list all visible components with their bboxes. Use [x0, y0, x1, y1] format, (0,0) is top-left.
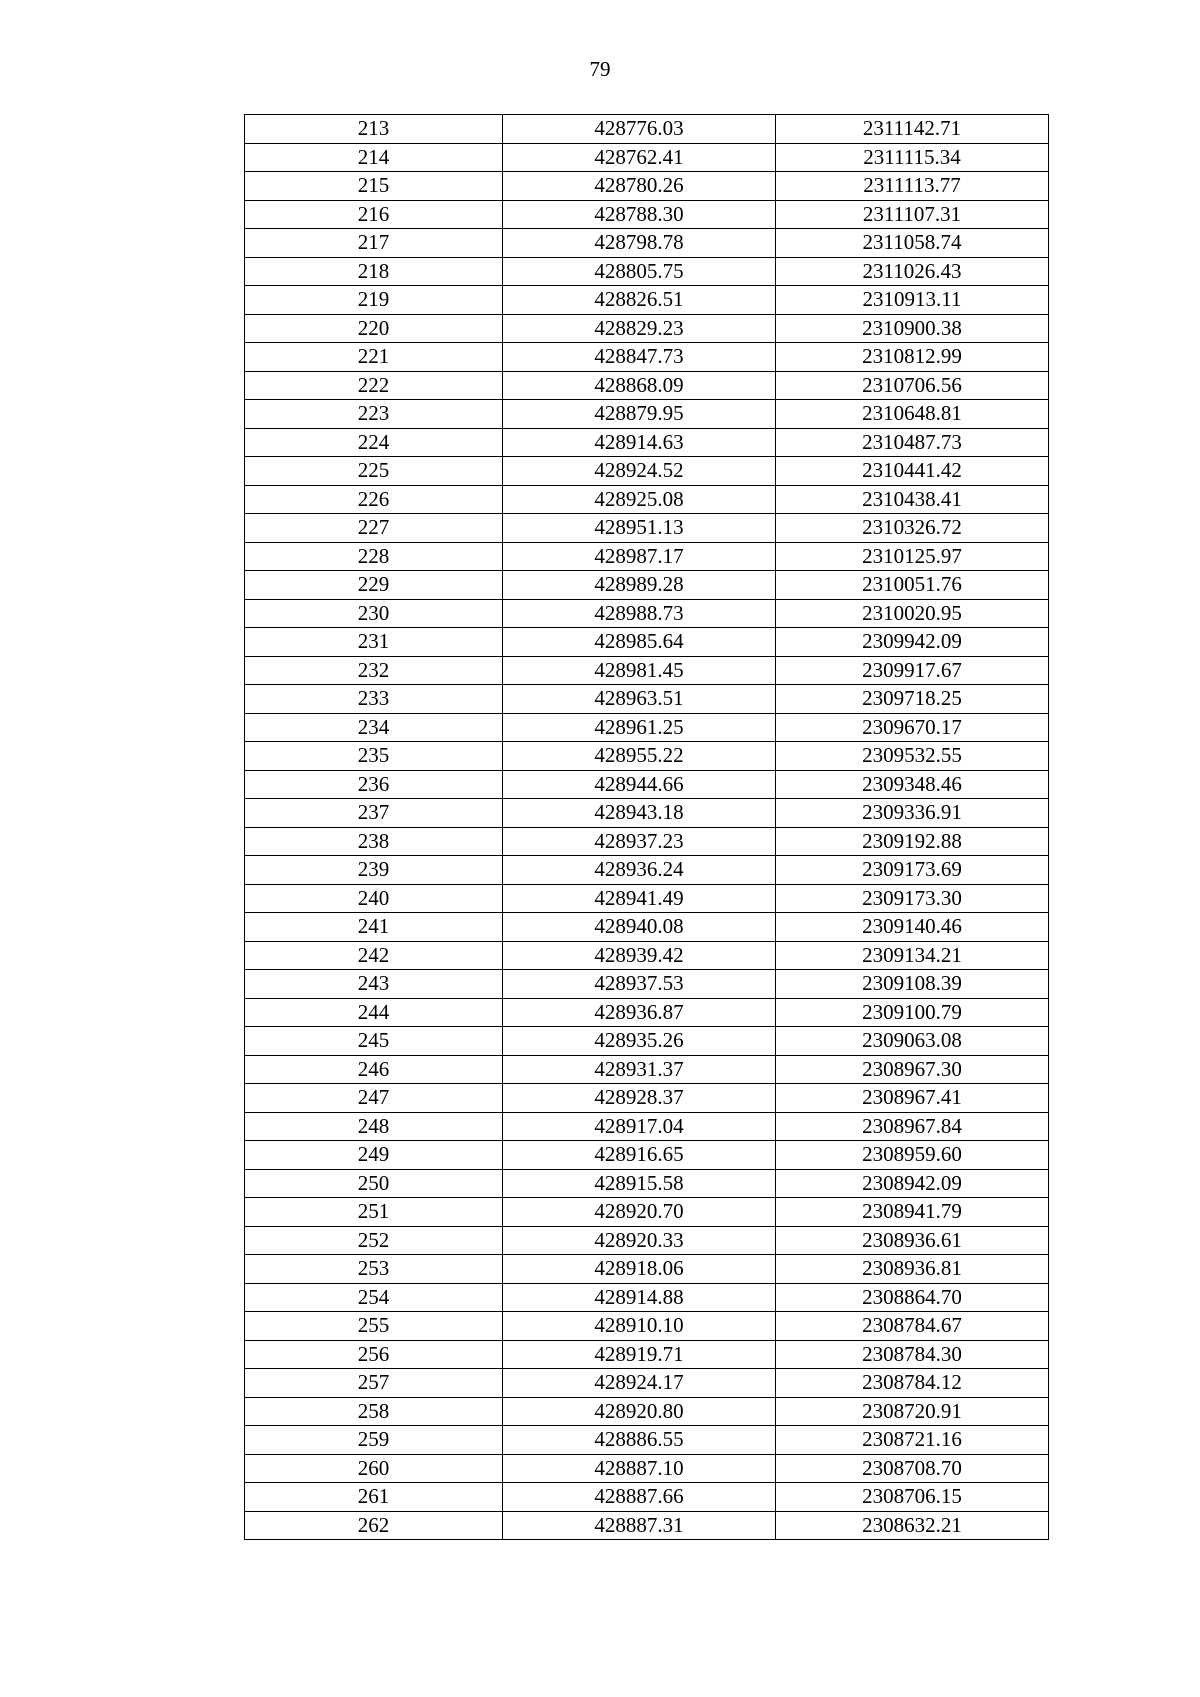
point-number-cell: 222 — [245, 371, 503, 400]
point-number-cell: 241 — [245, 913, 503, 942]
x-coordinate-cell: 428826.51 — [503, 286, 776, 315]
table-row — [245, 1169, 1049, 1198]
x-coordinate-cell: 428910.10 — [503, 1312, 776, 1341]
table-row — [245, 628, 1049, 657]
x-coordinate-cell: 428915.58 — [503, 1169, 776, 1198]
point-number-cell: 235 — [245, 742, 503, 771]
y-coordinate-cell: 2308720.91 — [776, 1397, 1049, 1426]
x-coordinate-cell: 428955.22 — [503, 742, 776, 771]
y-coordinate-cell: 2310900.38 — [776, 314, 1049, 343]
table-row — [245, 115, 1049, 144]
table-row — [245, 1027, 1049, 1056]
point-number-cell: 250 — [245, 1169, 503, 1198]
table-row — [245, 428, 1049, 457]
point-number-cell: 223 — [245, 400, 503, 429]
point-number-cell: 238 — [245, 827, 503, 856]
table-row — [245, 1340, 1049, 1369]
x-coordinate-cell: 428879.95 — [503, 400, 776, 429]
x-coordinate-cell: 428868.09 — [503, 371, 776, 400]
point-number-cell: 228 — [245, 542, 503, 571]
y-coordinate-cell: 2308721.16 — [776, 1426, 1049, 1455]
point-number-cell: 234 — [245, 713, 503, 742]
table-row — [245, 542, 1049, 571]
x-coordinate-cell: 428917.04 — [503, 1112, 776, 1141]
x-coordinate-cell: 428961.25 — [503, 713, 776, 742]
table-row — [245, 1198, 1049, 1227]
point-number-cell: 230 — [245, 599, 503, 628]
y-coordinate-cell: 2309063.08 — [776, 1027, 1049, 1056]
y-coordinate-cell: 2310812.99 — [776, 343, 1049, 372]
table-row — [245, 827, 1049, 856]
point-number-cell: 231 — [245, 628, 503, 657]
point-number-cell: 254 — [245, 1283, 503, 1312]
table-row — [245, 1511, 1049, 1540]
x-coordinate-cell: 428989.28 — [503, 571, 776, 600]
x-coordinate-cell: 428936.24 — [503, 856, 776, 885]
y-coordinate-cell: 2311142.71 — [776, 115, 1049, 144]
x-coordinate-cell: 428988.73 — [503, 599, 776, 628]
y-coordinate-cell: 2309532.55 — [776, 742, 1049, 771]
point-number-cell: 251 — [245, 1198, 503, 1227]
table-row — [245, 257, 1049, 286]
y-coordinate-cell: 2310706.56 — [776, 371, 1049, 400]
table-row — [245, 1084, 1049, 1113]
table-row — [245, 685, 1049, 714]
point-number-cell: 218 — [245, 257, 503, 286]
table-row — [245, 799, 1049, 828]
table-row — [245, 941, 1049, 970]
point-number-cell: 236 — [245, 770, 503, 799]
table-row — [245, 599, 1049, 628]
table-row — [245, 200, 1049, 229]
x-coordinate-cell: 428939.42 — [503, 941, 776, 970]
point-number-cell: 233 — [245, 685, 503, 714]
y-coordinate-cell: 2308942.09 — [776, 1169, 1049, 1198]
x-coordinate-cell: 428924.17 — [503, 1369, 776, 1398]
point-number-cell: 258 — [245, 1397, 503, 1426]
table-row — [245, 1397, 1049, 1426]
y-coordinate-cell: 2308784.12 — [776, 1369, 1049, 1398]
point-number-cell: 227 — [245, 514, 503, 543]
point-number-cell: 229 — [245, 571, 503, 600]
table-row — [245, 400, 1049, 429]
y-coordinate-cell: 2308864.70 — [776, 1283, 1049, 1312]
point-number-cell: 237 — [245, 799, 503, 828]
x-coordinate-cell: 428931.37 — [503, 1055, 776, 1084]
x-coordinate-cell: 428920.80 — [503, 1397, 776, 1426]
y-coordinate-cell: 2311026.43 — [776, 257, 1049, 286]
point-number-cell: 226 — [245, 485, 503, 514]
y-coordinate-cell: 2311058.74 — [776, 229, 1049, 258]
x-coordinate-cell: 428798.78 — [503, 229, 776, 258]
point-number-cell: 255 — [245, 1312, 503, 1341]
table-row — [245, 457, 1049, 486]
x-coordinate-cell: 428940.08 — [503, 913, 776, 942]
y-coordinate-cell: 2309670.17 — [776, 713, 1049, 742]
x-coordinate-cell: 428887.31 — [503, 1511, 776, 1540]
y-coordinate-cell: 2310020.95 — [776, 599, 1049, 628]
table-row — [245, 713, 1049, 742]
table-row — [245, 343, 1049, 372]
x-coordinate-cell: 428944.66 — [503, 770, 776, 799]
y-coordinate-cell: 2308959.60 — [776, 1141, 1049, 1170]
x-coordinate-cell: 428920.33 — [503, 1226, 776, 1255]
point-number-cell: 242 — [245, 941, 503, 970]
point-number-cell: 252 — [245, 1226, 503, 1255]
x-coordinate-cell: 428941.49 — [503, 884, 776, 913]
point-number-cell: 249 — [245, 1141, 503, 1170]
table-row — [245, 856, 1049, 885]
x-coordinate-cell: 428935.26 — [503, 1027, 776, 1056]
point-number-cell: 244 — [245, 998, 503, 1027]
point-number-cell: 239 — [245, 856, 503, 885]
y-coordinate-cell: 2309336.91 — [776, 799, 1049, 828]
x-coordinate-cell: 428847.73 — [503, 343, 776, 372]
y-coordinate-cell: 2310441.42 — [776, 457, 1049, 486]
x-coordinate-cell: 428943.18 — [503, 799, 776, 828]
table-row — [245, 371, 1049, 400]
table-row — [245, 1312, 1049, 1341]
point-number-cell: 216 — [245, 200, 503, 229]
x-coordinate-cell: 428805.75 — [503, 257, 776, 286]
y-coordinate-cell: 2308936.61 — [776, 1226, 1049, 1255]
x-coordinate-cell: 428780.26 — [503, 172, 776, 201]
page-number: 79 — [589, 57, 611, 81]
point-number-cell: 243 — [245, 970, 503, 999]
y-coordinate-cell: 2311115.34 — [776, 143, 1049, 172]
y-coordinate-cell: 2308967.41 — [776, 1084, 1049, 1113]
x-coordinate-cell: 428886.55 — [503, 1426, 776, 1455]
x-coordinate-cell: 428914.63 — [503, 428, 776, 457]
x-coordinate-cell: 428920.70 — [503, 1198, 776, 1227]
y-coordinate-cell: 2308784.30 — [776, 1340, 1049, 1369]
y-coordinate-cell: 2310125.97 — [776, 542, 1049, 571]
y-coordinate-cell: 2309134.21 — [776, 941, 1049, 970]
y-coordinate-cell: 2308632.21 — [776, 1511, 1049, 1540]
table-row — [245, 1369, 1049, 1398]
table-row — [245, 229, 1049, 258]
x-coordinate-cell: 428788.30 — [503, 200, 776, 229]
point-number-cell: 248 — [245, 1112, 503, 1141]
y-coordinate-cell: 2308784.67 — [776, 1312, 1049, 1341]
x-coordinate-cell: 428925.08 — [503, 485, 776, 514]
table-row — [245, 1055, 1049, 1084]
x-coordinate-cell: 428919.71 — [503, 1340, 776, 1369]
y-coordinate-cell: 2309100.79 — [776, 998, 1049, 1027]
table-row — [245, 485, 1049, 514]
point-number-cell: 256 — [245, 1340, 503, 1369]
y-coordinate-cell: 2308967.30 — [776, 1055, 1049, 1084]
point-number-cell: 215 — [245, 172, 503, 201]
x-coordinate-cell: 428776.03 — [503, 115, 776, 144]
table-row — [245, 143, 1049, 172]
y-coordinate-cell: 2308967.84 — [776, 1112, 1049, 1141]
y-coordinate-cell: 2308936.81 — [776, 1255, 1049, 1284]
y-coordinate-cell: 2310913.11 — [776, 286, 1049, 315]
y-coordinate-cell: 2308706.15 — [776, 1483, 1049, 1512]
y-coordinate-cell: 2310648.81 — [776, 400, 1049, 429]
y-coordinate-cell: 2309942.09 — [776, 628, 1049, 657]
point-number-cell: 225 — [245, 457, 503, 486]
table-row — [245, 1483, 1049, 1512]
x-coordinate-cell: 428916.65 — [503, 1141, 776, 1170]
x-coordinate-cell: 428918.06 — [503, 1255, 776, 1284]
point-number-cell: 232 — [245, 656, 503, 685]
y-coordinate-cell: 2309140.46 — [776, 913, 1049, 942]
point-number-cell: 219 — [245, 286, 503, 315]
y-coordinate-cell: 2309173.30 — [776, 884, 1049, 913]
x-coordinate-cell: 428924.52 — [503, 457, 776, 486]
x-coordinate-cell: 428829.23 — [503, 314, 776, 343]
y-coordinate-cell: 2309192.88 — [776, 827, 1049, 856]
point-number-cell: 253 — [245, 1255, 503, 1284]
x-coordinate-cell: 428951.13 — [503, 514, 776, 543]
y-coordinate-cell: 2310051.76 — [776, 571, 1049, 600]
table-body — [245, 115, 1049, 1540]
table-row — [245, 1112, 1049, 1141]
x-coordinate-cell: 428987.17 — [503, 542, 776, 571]
y-coordinate-cell: 2308708.70 — [776, 1454, 1049, 1483]
x-coordinate-cell: 428963.51 — [503, 685, 776, 714]
table-row — [245, 172, 1049, 201]
x-coordinate-cell: 428985.64 — [503, 628, 776, 657]
point-number-cell: 221 — [245, 343, 503, 372]
table-row — [245, 970, 1049, 999]
point-number-cell: 262 — [245, 1511, 503, 1540]
y-coordinate-cell: 2310438.41 — [776, 485, 1049, 514]
table-row — [245, 656, 1049, 685]
y-coordinate-cell: 2309173.69 — [776, 856, 1049, 885]
point-number-cell: 217 — [245, 229, 503, 258]
table-row — [245, 1226, 1049, 1255]
point-number-cell: 245 — [245, 1027, 503, 1056]
y-coordinate-cell: 2311107.31 — [776, 200, 1049, 229]
table-row — [245, 1426, 1049, 1455]
table-row — [245, 1141, 1049, 1170]
table-row — [245, 1255, 1049, 1284]
coordinates-table — [244, 114, 1049, 1540]
y-coordinate-cell: 2310487.73 — [776, 428, 1049, 457]
x-coordinate-cell: 428936.87 — [503, 998, 776, 1027]
point-number-cell: 246 — [245, 1055, 503, 1084]
x-coordinate-cell: 428762.41 — [503, 143, 776, 172]
y-coordinate-cell: 2309108.39 — [776, 970, 1049, 999]
x-coordinate-cell: 428981.45 — [503, 656, 776, 685]
table-row — [245, 913, 1049, 942]
table-row — [245, 514, 1049, 543]
y-coordinate-cell: 2311113.77 — [776, 172, 1049, 201]
x-coordinate-cell: 428887.10 — [503, 1454, 776, 1483]
point-number-cell: 213 — [245, 115, 503, 144]
table-row — [245, 770, 1049, 799]
point-number-cell: 214 — [245, 143, 503, 172]
x-coordinate-cell: 428928.37 — [503, 1084, 776, 1113]
table-row — [245, 286, 1049, 315]
y-coordinate-cell: 2308941.79 — [776, 1198, 1049, 1227]
table-row — [245, 571, 1049, 600]
y-coordinate-cell: 2310326.72 — [776, 514, 1049, 543]
table-row — [245, 998, 1049, 1027]
point-number-cell: 240 — [245, 884, 503, 913]
table-row — [245, 1454, 1049, 1483]
x-coordinate-cell: 428937.53 — [503, 970, 776, 999]
point-number-cell: 257 — [245, 1369, 503, 1398]
table-row — [245, 742, 1049, 771]
table-row — [245, 884, 1049, 913]
point-number-cell: 259 — [245, 1426, 503, 1455]
x-coordinate-cell: 428887.66 — [503, 1483, 776, 1512]
point-number-cell: 247 — [245, 1084, 503, 1113]
y-coordinate-cell: 2309348.46 — [776, 770, 1049, 799]
x-coordinate-cell: 428937.23 — [503, 827, 776, 856]
point-number-cell: 220 — [245, 314, 503, 343]
table-row — [245, 1283, 1049, 1312]
point-number-cell: 224 — [245, 428, 503, 457]
table-row — [245, 314, 1049, 343]
x-coordinate-cell: 428914.88 — [503, 1283, 776, 1312]
y-coordinate-cell: 2309718.25 — [776, 685, 1049, 714]
point-number-cell: 261 — [245, 1483, 503, 1512]
y-coordinate-cell: 2309917.67 — [776, 656, 1049, 685]
point-number-cell: 260 — [245, 1454, 503, 1483]
